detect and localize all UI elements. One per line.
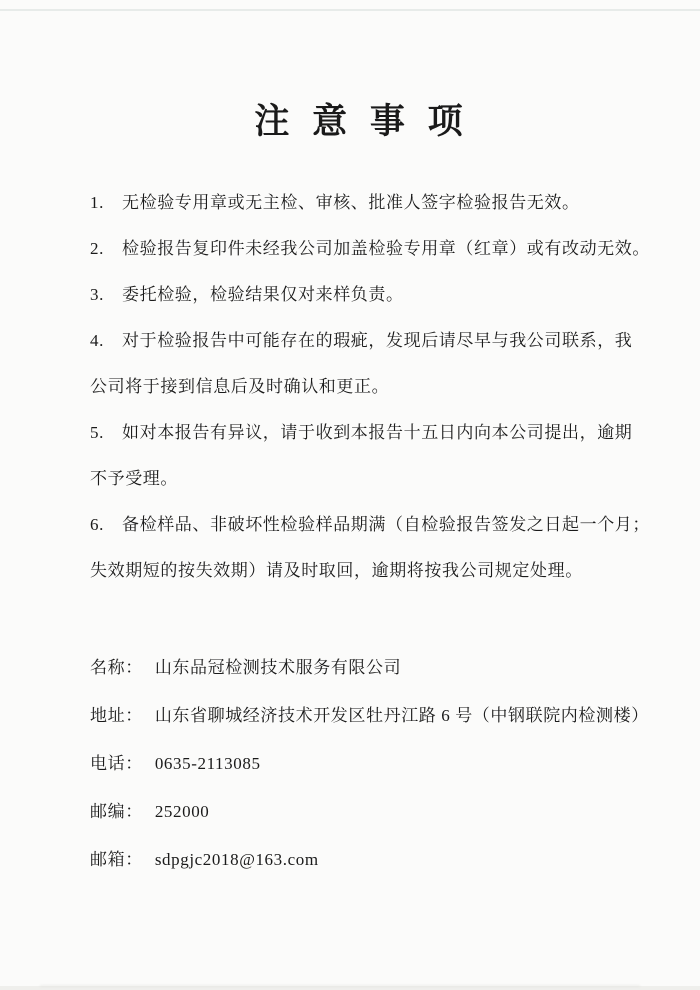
item-text: 检验报告复印件未经我公司加盖检验专用章（红章）或有改动无效。 [122,239,650,258]
notice-item-4 [90,318,665,410]
contact-row-address [90,692,665,740]
contact-row-phone [90,740,665,788]
item-text: 备检样品、非破坏性检验样品期满（自检验报告签发之日起一个月； [122,515,650,534]
contact-block [90,644,665,884]
item-number: 1. [90,193,104,212]
notice-line [90,180,665,226]
page-title: 注 意 事 项 [254,102,470,141]
item-text: 对于检验报告中可能存在的瑕疵，发现后请尽早与我公司联系，我 [122,331,633,350]
company-name: 山东品冠检测技术服务有限公司 [154,658,402,677]
notice-item-2 [90,226,665,272]
company-postcode: 252000 [154,802,210,821]
notice-line-continuation: 不予受理。 [90,469,178,488]
contact-row-name [90,644,665,692]
notice-line [90,502,665,548]
notice-item-1 [90,180,665,226]
notice-line [90,410,665,456]
item-text: 无检验专用章或无主检、审核、批准人签字检验报告无效。 [122,193,580,212]
item-number: 5. [90,423,104,442]
notice-list [90,180,665,594]
item-number: 6. [90,515,104,534]
notice-item-6 [90,502,665,594]
contact-label: 邮编： [90,802,143,821]
notice-line [90,318,665,364]
company-email: sdpgjc2018@163.com [154,850,319,869]
contact-label: 地址： [90,706,143,725]
contact-row-postcode [90,788,665,836]
scan-artifact-top-line [0,9,700,11]
notice-line [90,226,665,272]
company-phone: 0635-2113085 [154,754,261,773]
notice-line [90,272,665,318]
scan-artifact-bottom-smudge [40,985,640,987]
contact-row-email [90,836,665,884]
item-text: 委托检验，检验结果仅对来样负责。 [122,285,404,304]
item-number: 4. [90,331,104,350]
notice-item-5 [90,410,665,502]
contact-label: 名称： [90,658,143,677]
notice-item-3 [90,272,665,318]
contact-label: 电话： [90,754,143,773]
notice-line-continuation: 公司将于接到信息后及时确认和更正。 [90,377,390,396]
item-number: 3. [90,285,104,304]
item-text: 如对本报告有异议，请于收到本报告十五日内向本公司提出，逾期 [122,423,633,442]
item-number: 2. [90,239,104,258]
contact-label: 邮箱： [90,850,143,869]
company-address: 山东省聊城经济技术开发区牡丹江路 6 号（中钢联院内检测楼） [154,706,649,725]
notice-line-continuation: 失效期短的按失效期）请及时取回，逾期将按我公司规定处理。 [90,561,583,580]
